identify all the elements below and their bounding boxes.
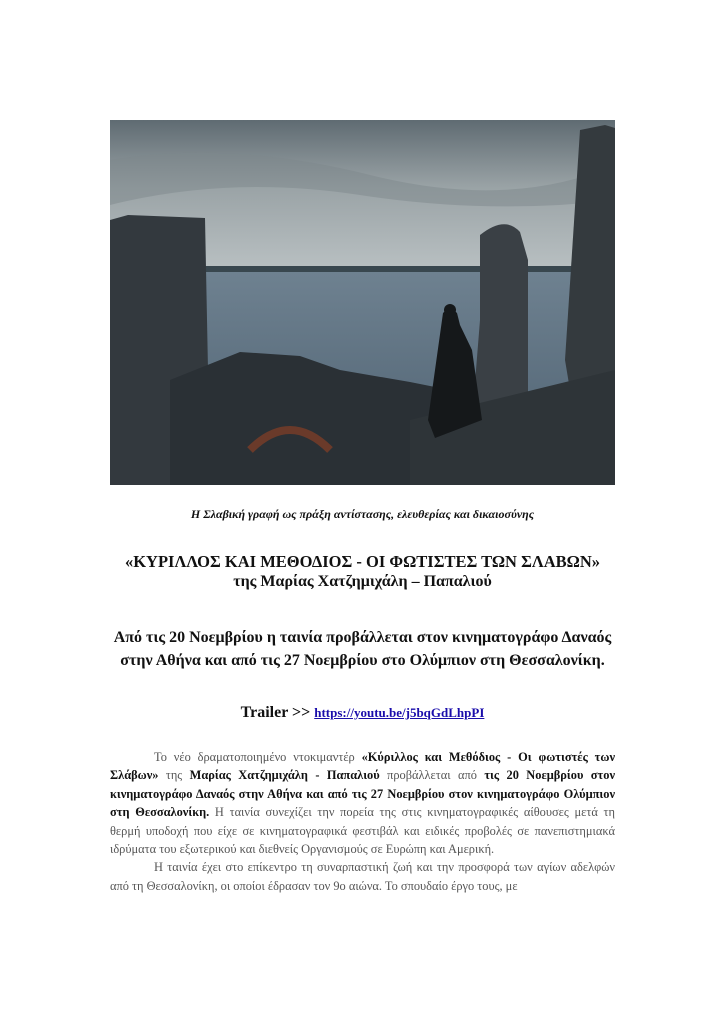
film-still-image: [110, 120, 615, 485]
p1-text-4: Η ταινία συνεχίζει την πορεία της στις κινηματογραφικές αίθουσες μετά τη θερμή υποδοχή που είχε σε κινηματογραφικά φεστιβάλ και ειδικές προβολές σε πανεπιστημιακά ιδρύματα του εξωτερικού και διεθνείς Οργανισμούς σε Ευρώπη και Αμερική.: [110, 805, 615, 857]
film-title: «ΚΥΡΙΛΛΟΣ ΚΑΙ ΜΕΘΟΔΙΟΣ - ΟΙ ΦΩΤΙΣΤΕΣ ΤΩΝ ΣΛΑΒΩΝ»: [124, 552, 601, 571]
article-paragraph-1: [110, 748, 615, 858]
p1-text-3: προβάλλεται από: [379, 768, 485, 783]
p1-screening-details: τις 20 Νοεμβρίου στον κινηματογράφο Δαναός στην Αθήνα και από τις 27 Νοεμβρίου στον κινηματογράφο Ολύμπιον στη Θεσσαλονίκη.: [110, 768, 615, 820]
screening-line-2: στην Αθήνα και από τις 27 Νοεμβρίου στο Ολύμπιον στη Θεσσαλονίκη.: [120, 652, 605, 669]
trailer-line: [0, 704, 725, 722]
p1-director-name: Μαρίας Χατζημιχάλη - Παπαλιού: [189, 768, 380, 783]
article-body: [110, 748, 615, 895]
screening-line-1: Από τις 20 Νοεμβρίου η ταινία προβάλλεται στον κινηματογράφο Δαναός: [113, 629, 612, 646]
photo-caption: Η Σλαβική γραφή ως πράξη αντίστασης, ελευθερίας και δικαιοσύνης: [190, 507, 535, 521]
film-director: της Μαρίας Χατζημιχάλη – Παπαλιού: [233, 573, 492, 590]
p1-text-2: της: [158, 768, 190, 783]
trailer-label: Trailer >>: [240, 704, 311, 721]
screening-info: [60, 626, 665, 672]
film-still-monk-icon: [110, 120, 615, 485]
article-paragraph-2: Η ταινία έχει στο επίκεντρο τη συναρπαστική ζωή και την προσφορά των αγίων αδελφών από τη Θεσσαλονίκη, οι οποίοι έδρασαν τον 9ο αιώνα. Το σπουδαίο έργο τους, με: [110, 860, 615, 893]
trailer-link[interactable]: https://youtu.be/j5bqGdLhpPI: [314, 705, 485, 720]
p1-film-name: «Κύριλλος και Μεθόδιος - Οι φωτιστές των Σλάβων»: [110, 750, 615, 783]
p1-text-1: Το νέο δραματοποιημένο ντοκιμαντέρ: [154, 750, 362, 764]
